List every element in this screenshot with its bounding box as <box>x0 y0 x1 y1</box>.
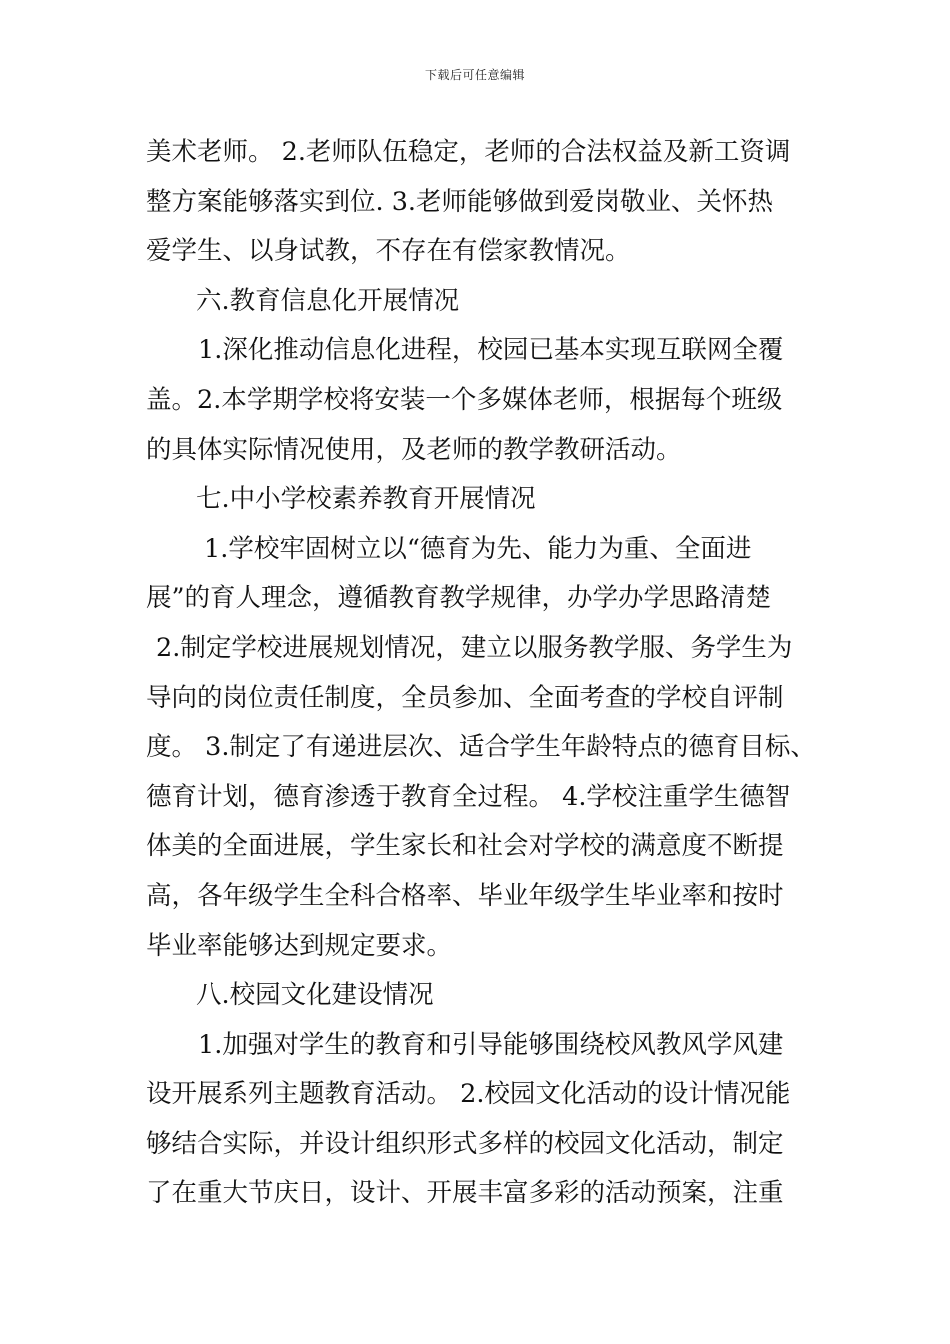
section-heading-8: 八.校园文化建设情况 <box>196 980 434 1011</box>
text-line: 够结合实际，并设计组织形式多样的校园文化活动，制定 <box>146 1128 784 1159</box>
page-header: 下载后可任意编辑 <box>424 68 525 82</box>
text-line: 美术老师。 2.老师队伍稳定，老师的合法权益及新工资调 <box>146 137 791 167</box>
text-line: 高，各年级学生全科合格率、毕业年级学生毕业率和按时 <box>146 880 784 911</box>
text-line: 毕业率能够达到规定要求。 <box>146 930 453 961</box>
text-line: 1.学校牢固树立以“德育为先、能力为重、全面进 <box>204 533 752 564</box>
text-line: 的具体实际情况使用，及老师的教学教研活动。 <box>146 434 682 465</box>
text-line: 展”的育人理念，遵循教育教学规律，办学办学思路清楚 <box>146 583 772 614</box>
text-line: 体美的全面进展，学生家长和社会对学校的满意度不断提 <box>146 831 784 862</box>
text-line: 整方案能够落实到位. 3.老师能够做到爱岗敬业、关怀热 <box>146 186 774 217</box>
text-line: 爱学生、以身试教，不存在有偿家教情况。 <box>146 236 631 267</box>
document-body <box>146 128 816 1219</box>
text-line: 2.制定学校进展规划情况，建立以服务教学服、务学生为 <box>156 632 793 663</box>
text-line: 设开展系列主题教育活动。 2.校园文化活动的设计情况能 <box>146 1079 791 1110</box>
text-line: 1.加强对学生的教育和引导能够围绕校风教风学风建 <box>198 1029 784 1060</box>
text-line: 盖。2.本学期学校将安装一个多媒体老师，根据每个班级 <box>146 384 783 415</box>
section-heading-7: 七.中小学校素养教育开展情况 <box>196 484 536 515</box>
text-line: 1.深化推动信息化进程，校园已基本实现互联网全覆 <box>198 335 784 366</box>
text-line: 德育计划，德育渗透于教育全过程。 4.学校注重学生德智 <box>146 781 791 812</box>
text-line: 度。 3.制定了有递进层次、适合学生年龄特点的德育目标、 <box>146 732 816 763</box>
section-heading-6: 六.教育信息化开展情况 <box>196 285 460 316</box>
text-line: 了在重大节庆日，设计、开展丰富多彩的活动预案，注重 <box>146 1178 784 1209</box>
text-line: 导向的岗位责任制度，全员参加、全面考查的学校自评制 <box>146 682 784 713</box>
